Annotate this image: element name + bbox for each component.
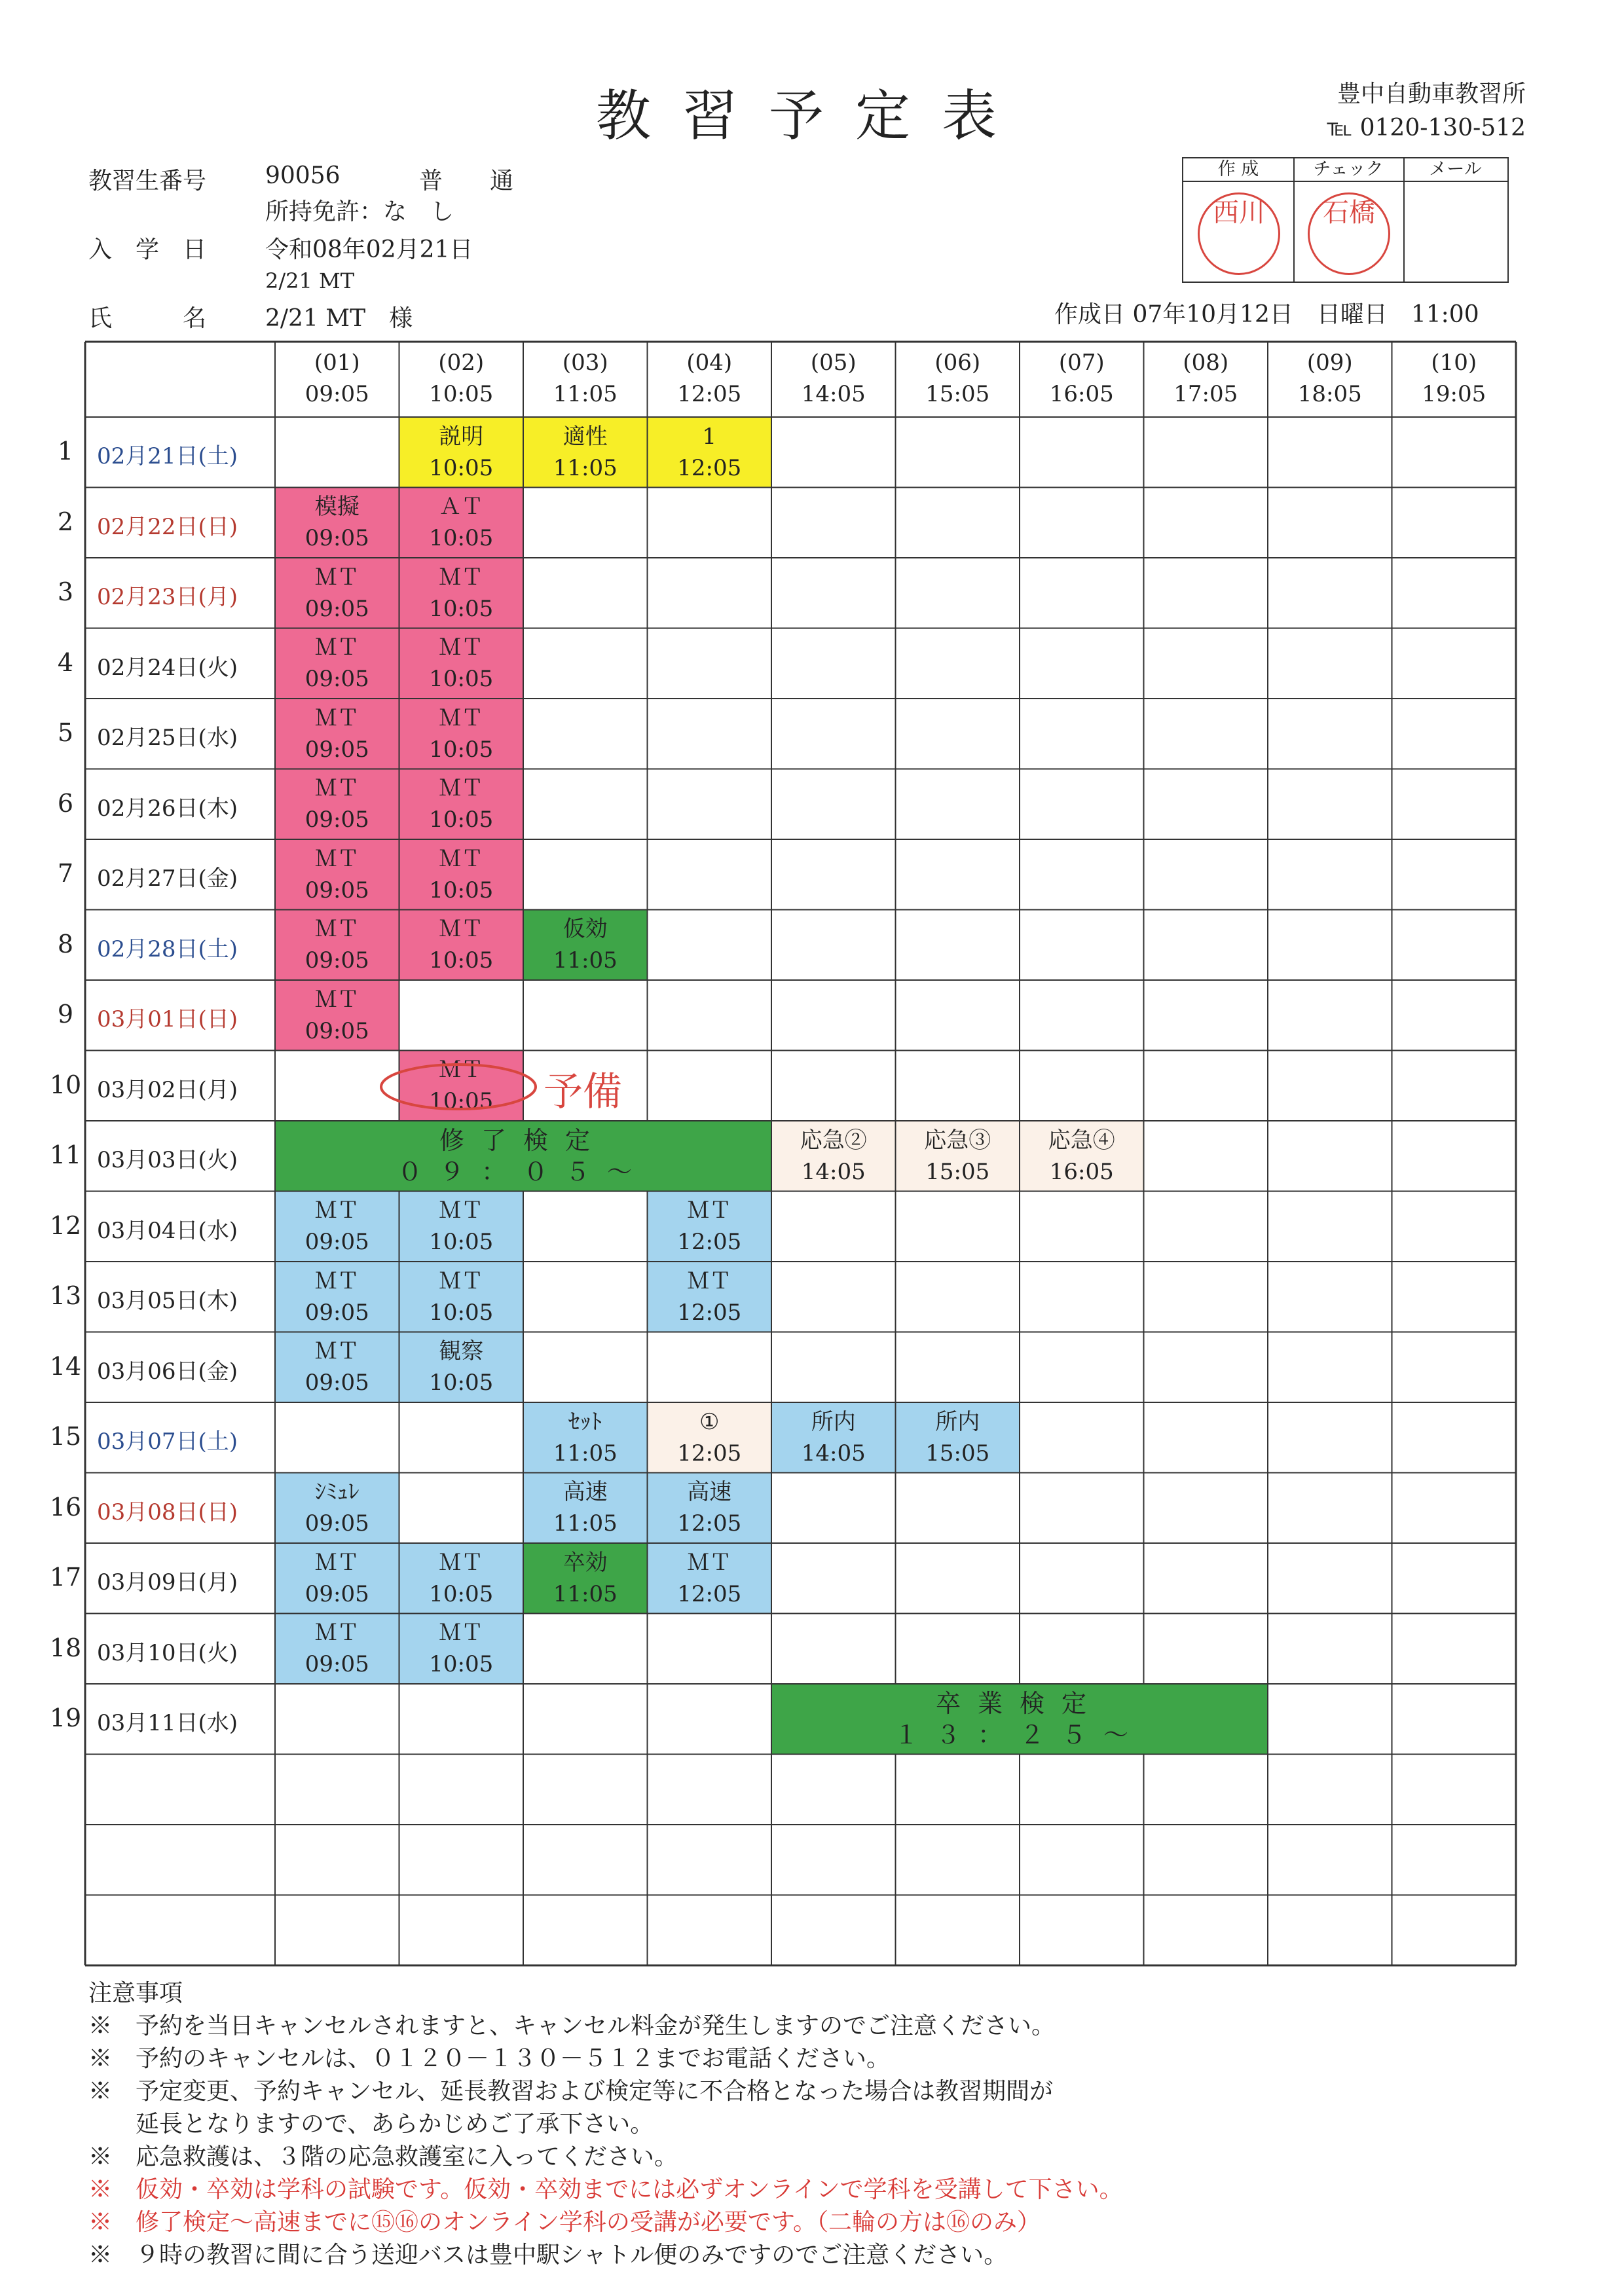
lesson-name: ＭＴ <box>314 704 360 731</box>
lesson-name: 所内 <box>811 1408 856 1435</box>
row-date: 02月28日(土) <box>97 936 238 962</box>
lesson-time: 10:05 <box>429 525 494 552</box>
period-no: (02) <box>438 350 485 376</box>
row-number: 7 <box>57 859 74 888</box>
period-no: (04) <box>686 350 733 376</box>
period-no: (03) <box>562 350 608 376</box>
lesson-time: 11:05 <box>553 947 618 974</box>
lesson-name: ＭＴ <box>314 775 360 802</box>
row-date: 03月09日(月) <box>97 1569 238 1595</box>
lesson-time: 10:05 <box>429 1580 494 1607</box>
column-header <box>523 347 648 410</box>
row-number: 19 <box>49 1704 82 1732</box>
lesson-name: ＭＴ <box>439 704 484 731</box>
lesson-name: ① <box>699 1408 720 1435</box>
lesson-time: 09:05 <box>304 736 369 763</box>
lesson-name: 所内 <box>935 1408 980 1435</box>
row-date: 02月23日(月) <box>97 584 238 610</box>
period-no: (06) <box>934 350 981 376</box>
row-number: 11 <box>49 1140 82 1169</box>
row-date: 02月25日(水) <box>97 725 238 751</box>
lesson-name: ｼﾐｭﾚ <box>314 1479 360 1506</box>
period-time: 09:05 <box>304 381 369 407</box>
school-name: 豊中自動車教習所 <box>1337 81 1526 107</box>
row-date: 02月27日(金) <box>97 866 238 892</box>
lesson-name: ＭＴ <box>439 1267 484 1294</box>
student-no-label: 教習生番号 <box>88 168 207 194</box>
period-time: 15:05 <box>925 381 990 407</box>
lesson-time: 10:05 <box>429 736 494 763</box>
lesson-time: 11:05 <box>553 454 618 481</box>
lesson-name: 高速 <box>563 1479 608 1506</box>
row-number: 5 <box>57 718 74 747</box>
lesson-time: 09:05 <box>304 1229 369 1256</box>
row-number: 18 <box>49 1633 82 1662</box>
lesson-time: 12:05 <box>677 1580 742 1607</box>
lesson-time: 10:05 <box>429 454 494 481</box>
lesson-name: 応急④ <box>1048 1127 1115 1154</box>
column-header <box>1020 347 1144 410</box>
lesson-name: 仮効 <box>563 916 608 943</box>
column-header <box>275 347 399 410</box>
lesson-time: 12:05 <box>677 454 742 481</box>
row-date: 03月06日(金) <box>97 1358 238 1385</box>
row-date: 03月10日(火) <box>97 1639 238 1666</box>
school-tel: ℡ 0120-130-512 <box>1327 115 1526 141</box>
notes-title: 注意事項 <box>88 1980 183 2007</box>
page-title: 教習予定表 <box>595 84 1028 148</box>
row-date: 03月03日(火) <box>97 1147 238 1173</box>
row-number: 1 <box>57 437 74 465</box>
lesson-time: 09:05 <box>304 1299 369 1326</box>
period-time: 11:05 <box>553 381 618 407</box>
lesson-time: 14:05 <box>801 1440 866 1467</box>
seal-creator: 西川 <box>1198 192 1280 275</box>
lesson-time: 09:05 <box>304 1580 369 1607</box>
note-item: ※ 予定変更、予約キャンセル、延長教習および検定等に不合格となった場合は教習期間が <box>88 2078 1054 2105</box>
lesson-name: ＭＴ <box>687 1267 732 1294</box>
row-number: 8 <box>57 929 74 958</box>
lesson-time: 10:05 <box>429 1651 494 1678</box>
lesson-name: ＡＴ <box>439 494 484 520</box>
student-name: 2/21 MT 様 <box>265 305 413 332</box>
period-time: 16:05 <box>1049 381 1114 407</box>
lesson-name: ＭＴ <box>314 1197 360 1224</box>
period-time: 12:05 <box>677 381 742 407</box>
row-date: 02月21日(土) <box>97 443 238 469</box>
lesson-name: 応急② <box>800 1127 867 1154</box>
row-number: 6 <box>57 788 74 818</box>
lesson-time: 10:05 <box>429 807 494 833</box>
created-date: 作成日 07年10月12日 日曜日 11:00 <box>1054 301 1479 328</box>
lesson-time: 09:05 <box>304 1370 369 1396</box>
period-no: (07) <box>1058 350 1105 376</box>
lesson-name: 適性 <box>563 423 608 450</box>
row-date: 03月08日(日) <box>97 1499 238 1525</box>
lesson-time: 09:05 <box>304 1510 369 1537</box>
memo-circle <box>381 1065 536 1109</box>
lesson-name: ＭＴ <box>439 916 484 943</box>
exam-name: 修了検定 <box>439 1125 607 1155</box>
lesson-time: 10:05 <box>429 666 494 693</box>
lesson-time: 12:05 <box>677 1510 742 1537</box>
lesson-time: 09:05 <box>304 807 369 833</box>
license-type: 普 通 <box>419 168 514 194</box>
period-no: (01) <box>314 350 360 376</box>
lesson-name: ｾｯﾄ <box>568 1408 602 1435</box>
lesson-name: ＭＴ <box>687 1549 732 1576</box>
row-date: 03月04日(水) <box>97 1217 238 1244</box>
period-no: (09) <box>1306 350 1353 376</box>
column-header <box>648 347 772 410</box>
note-item: 延長となりますので、あらかじめご了承下さい。 <box>88 2111 654 2138</box>
enroll-label: 入 学 日 <box>88 236 207 263</box>
lesson-name: 観察 <box>439 1338 484 1365</box>
lesson-time: 10:05 <box>429 1229 494 1256</box>
lesson-name: ＭＴ <box>314 845 360 872</box>
lesson-time: 14:05 <box>801 1158 866 1185</box>
lesson-time: 10:05 <box>429 1088 494 1115</box>
lesson-name: 模擬 <box>314 494 360 520</box>
column-header <box>399 347 524 410</box>
row-number: 2 <box>57 507 74 536</box>
lesson-time: 10:05 <box>429 877 494 903</box>
exam-name: 卒業検定 <box>935 1688 1103 1718</box>
note-item-warning: ※ 修了検定～高速までに⑮⑯のオンライン学科の受講が必要です。（二輪の方は⑯のみ） <box>88 2209 1041 2236</box>
name-label: 氏 名 <box>88 305 207 332</box>
notes-section <box>88 1977 1123 2272</box>
lesson-time: 09:05 <box>304 877 369 903</box>
column-header <box>1144 347 1268 410</box>
lesson-name: 応急③ <box>924 1127 991 1154</box>
stamp-header-create: 作 成 <box>1183 158 1293 182</box>
row-number: 12 <box>49 1211 82 1240</box>
row-number: 3 <box>57 577 74 606</box>
stamp-header-check: チェック <box>1293 158 1403 182</box>
lesson-name: 1 <box>702 423 717 450</box>
column-header <box>896 347 1020 410</box>
lesson-time: 10:05 <box>429 1370 494 1396</box>
stamp-header-mail: メール <box>1403 158 1507 182</box>
enroll-date: 令和08年02月21日 <box>265 236 473 263</box>
exam-time: ０９：０５～ <box>397 1157 649 1186</box>
row-date: 03月01日(日) <box>97 1006 238 1032</box>
lesson-name: ＭＴ <box>439 634 484 661</box>
lesson-name: ＭＴ <box>439 1197 484 1224</box>
period-time: 10:05 <box>429 381 494 407</box>
note-item: ※ 応急救護は、３階の応急救護室に入ってください。 <box>88 2143 678 2170</box>
note-item-warning: ※ 仮効・卒効は学科の試験です。仮効・卒効までには必ずオンラインで学科を受講して下さい。 <box>88 2176 1123 2203</box>
lesson-time: 11:05 <box>553 1510 618 1537</box>
period-time: 19:05 <box>1422 381 1486 407</box>
lesson-time: 10:05 <box>429 595 494 622</box>
exam-time: １３：２５～ <box>893 1720 1145 1749</box>
row-date: 03月02日(月) <box>97 1076 238 1103</box>
period-time: 18:05 <box>1297 381 1362 407</box>
row-date: 03月07日(土) <box>97 1429 238 1455</box>
period-time: 17:05 <box>1173 381 1238 407</box>
row-date: 03月11日(水) <box>97 1710 238 1736</box>
row-number: 16 <box>49 1492 82 1522</box>
lesson-name: 説明 <box>439 423 484 450</box>
lesson-name: ＭＴ <box>439 775 484 802</box>
row-date: 02月22日(日) <box>97 513 238 540</box>
held-license: 所持免許：な し <box>265 198 454 225</box>
lesson-time: 11:05 <box>553 1580 618 1607</box>
lesson-name: ＭＴ <box>439 1549 484 1576</box>
lesson-time: 12:05 <box>677 1299 742 1326</box>
row-number: 14 <box>49 1351 82 1381</box>
lesson-time: 09:05 <box>304 947 369 974</box>
note-item: ※ ９時の教習に間に合う送迎バスは豊中駅シャトル便のみですのでご注意ください。 <box>88 2242 1008 2269</box>
note-item: ※ 予約のキャンセルは、０１２０－１３０－５１２までお電話ください。 <box>88 2045 891 2072</box>
lesson-name: ＭＴ <box>439 1057 484 1084</box>
lesson-name: 高速 <box>687 1479 732 1506</box>
row-date: 03月05日(木) <box>97 1288 238 1314</box>
period-no: (10) <box>1431 350 1477 376</box>
lesson-name: ＭＴ <box>314 634 360 661</box>
lesson-time: 10:05 <box>429 947 494 974</box>
lesson-time: 15:05 <box>925 1440 990 1467</box>
lesson-name: ＭＴ <box>687 1197 732 1224</box>
seal-checker: 石橋 <box>1308 192 1390 275</box>
lesson-time: 15:05 <box>925 1158 990 1185</box>
lesson-name: ＭＴ <box>314 1549 360 1576</box>
column-header <box>771 347 896 410</box>
student-no: 90056 <box>265 162 341 189</box>
note-item: ※ 予約を当日キャンセルされますと、キャンセル料金が発生しますのでご注意ください。 <box>88 2013 1056 2039</box>
lesson-name: 卒効 <box>563 1549 608 1576</box>
lesson-time: 09:05 <box>304 525 369 552</box>
row-number: 9 <box>57 1000 74 1029</box>
lesson-time: 11:05 <box>553 1440 618 1467</box>
lesson-time: 09:05 <box>304 1651 369 1678</box>
lesson-time: 09:05 <box>304 1017 369 1044</box>
lesson-time: 10:05 <box>429 1299 494 1326</box>
course-line: 2/21 MT <box>265 268 355 293</box>
lesson-name: ＭＴ <box>314 1620 360 1647</box>
row-number: 13 <box>49 1281 82 1310</box>
lesson-name: ＭＴ <box>314 986 360 1013</box>
column-header <box>1268 347 1392 410</box>
period-time: 14:05 <box>801 381 866 407</box>
lesson-time: 16:05 <box>1049 1158 1114 1185</box>
lesson-name: ＭＴ <box>439 1620 484 1647</box>
memo-text: 予備 <box>544 1069 622 1115</box>
row-number: 4 <box>57 647 74 677</box>
lesson-name: ＭＴ <box>439 564 484 591</box>
lesson-name: ＭＴ <box>439 845 484 872</box>
column-header <box>1392 347 1517 410</box>
lesson-name: ＭＴ <box>314 564 360 591</box>
lesson-time: 09:05 <box>304 666 369 693</box>
lesson-name: ＭＴ <box>314 916 360 943</box>
row-number: 15 <box>49 1422 82 1451</box>
lesson-time: 09:05 <box>304 595 369 622</box>
lesson-time: 12:05 <box>677 1440 742 1467</box>
period-no: (05) <box>810 350 857 376</box>
row-number: 17 <box>49 1563 82 1592</box>
lesson-name: ＭＴ <box>314 1267 360 1294</box>
lesson-time: 12:05 <box>677 1229 742 1256</box>
lesson-name: ＭＴ <box>314 1338 360 1365</box>
row-date: 02月26日(木) <box>97 795 238 822</box>
handwritten-memo <box>367 1054 655 1126</box>
period-no: (08) <box>1183 350 1229 376</box>
row-number: 10 <box>49 1070 82 1099</box>
row-date: 02月24日(火) <box>97 654 238 681</box>
